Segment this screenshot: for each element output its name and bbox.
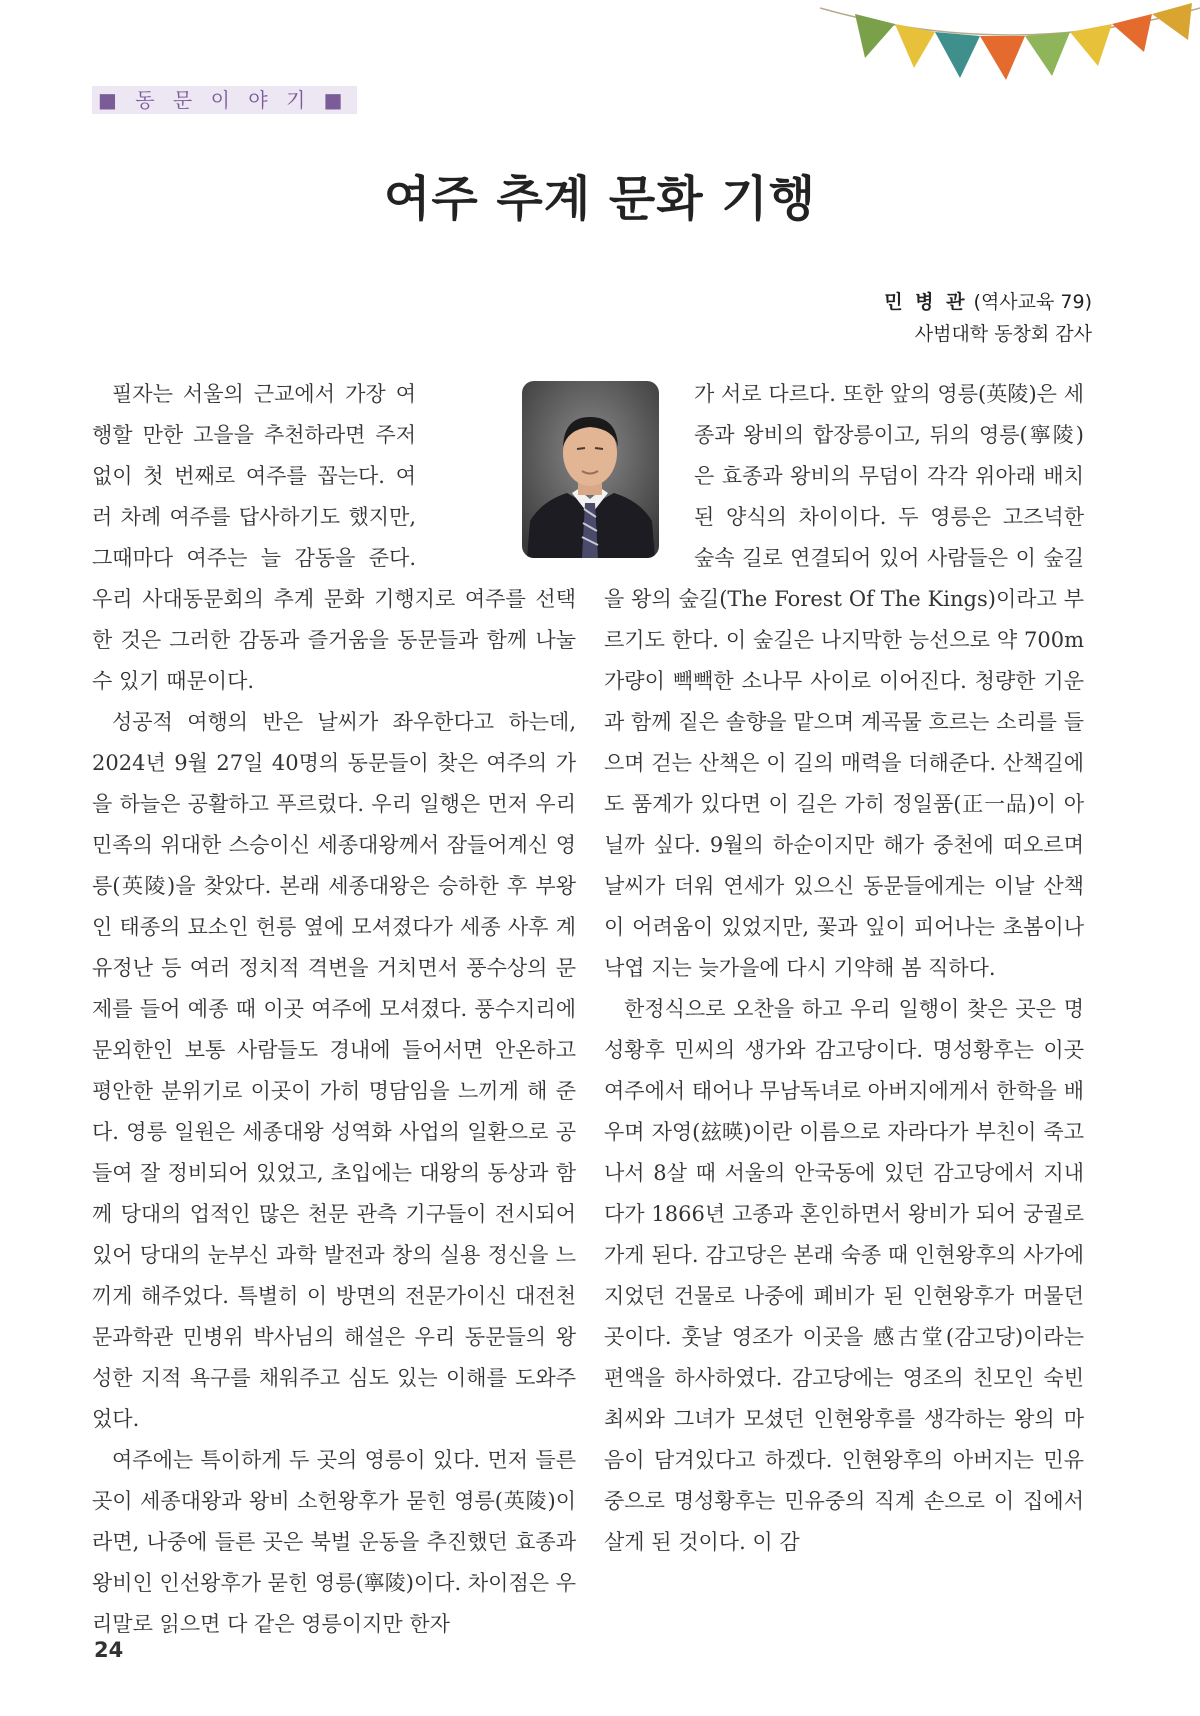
float-spacer	[416, 374, 576, 574]
paragraph: 성공적 여행의 반은 날씨가 좌우한다고 하는데, 2024년 9월 27일 40명의 동문들이 찾은 여주의 가을 하늘은 공활하고 푸르렀다. 우리 일행은 먼저 우리 민족의 위대한 스승이신 세종대왕께서 잠들어계신 영릉(英陵)을 찾았다. 본래 세종대왕은 승하한 후 부왕인 태종의 묘소인 헌릉 옆에 모셔졌다가 세종 사후 계유정난 등 여러 정치적 격변을 거치면서 풍수상의 문제를 들어 예종 때 이곳 여주에 모셔졌다. 풍수지리에 문외한인 보통 사람들도 경내에 들어서면 안온하고 평안한 분위기로 이곳이 가히 명담임을 느끼게 해 준다. 영릉 일원은 세종대왕 성역화 사업의 일환으로 공들여 잘 정비되어 있었고, 초입에는 대왕의 동상과 함께 당대의 업적인 많은 천문 관측 기구들이 전시되어 있어 당대의 눈부신 과학 발전과 창의 실용 정신을 느끼게 해주었다. 특별히 이 방면의 전문가이신 대전천문과학관 민병위 박사님의 해설은 우리 동문들의 왕성한 지적 욕구를 채워주고 심도 있는 이해를 도와주었다.	[92, 710, 576, 1431]
paragraph: 여주에는 특이하게 두 곳의 영릉이 있다. 먼저 들른 곳이 세종대왕과 왕비 소헌왕후가 묻힌 영릉(英陵)이라면, 나중에 들른 곳은 북벌 운동을 추진했던 효종과 왕비인 인선왕후가 묻힌 영릉(寧陵)이다. 차이점은 우리말로 읽으면 다 같은 영릉이지만 한자	[92, 1448, 576, 1636]
flag-yellow-2	[1070, 24, 1112, 66]
flag-orange	[980, 36, 1025, 80]
author-info	[884, 286, 1092, 350]
paragraph: 필자는 서울의 근교에서 가장 여행할 만한 고을을 추천하라면 주저 없이 첫 번째로 여주를 꼽는다. 여러 차례 여주를 답사하기도 했지만, 그때마다 여주는 늘 감동을 준다. 우리 사대동문회의 추계 문화 기행지로 여주를 선택한 것은 그러한 감동과 즐거움을 동문들과 함께 나눌 수 있기 때문이다.	[92, 382, 576, 693]
flag-orange-2	[1112, 14, 1152, 52]
bunting-decoration	[820, 0, 1200, 100]
section-label: ■ 동 문 이 야 기 ■	[92, 86, 357, 114]
author-line	[884, 286, 1092, 318]
flag-lightgreen	[1025, 32, 1070, 76]
paragraph: 가 서로 다르다. 또한 앞의 영릉(英陵)은 세종과 왕비의 합장릉이고, 뒤의 영릉(寧陵)은 효종과 왕비의 무덤이 각각 위아래 배치된 양식의 차이이다. 두 영릉은 고즈넉한 숲속 길로 연결되어 있어 사람들은 이 숲길을 왕의 숲길(The Forest Of The Kings)이라고 부르기도 한다. 이 숲길은 나지막한 능선으로 약 700m가량이 빽빽한 소나무 사이로 이어진다. 청량한 기운과 함께 짙은 솔향을 맡으며 계곡물 흐르는 소리를 들으며 걷는 산책은 이 길의 매력을 더해준다. 산책길에도 품계가 있다면 이 길은 가히 정일품(正一品)이 아닐까 싶다. 9월의 하순이지만 해가 중천에 떠오르며 날씨가 더워 연세가 있으신 동문들에게는 이날 산책이 어려움이 있었지만, 꽃과 잎이 피어나는 초봄이나 낙엽 지는 늦가을에 다시 기약해 봄 직하다.	[604, 382, 1084, 980]
column-left	[92, 374, 576, 1645]
article-title: 여주 추계 문화 기행	[383, 171, 817, 227]
flag-teal	[935, 32, 980, 78]
paragraph: 한정식으로 오찬을 하고 우리 일행이 찾은 곳은 명성황후 민씨의 생가와 감고당이다. 명성황후는 이곳 여주에서 태어나 무남독녀로 아버지에게서 한학을 배우며 자영(玆暎)이란 이름으로 자라다가 부친이 죽고 나서 8살 때 서울의 안국동에 있던 감고당에서 지내다가 1866년 고종과 혼인하면서 왕비가 되어 궁궐로 가게 된다. 감고당은 본래 숙종 때 인현왕후의 사가에 지었던 건물로 나중에 폐비가 된 인현왕후가 머물던 곳이다. 훗날 영조가 이곳을 感古堂(감고당)이라는 편액을 하사하였다. 감고당에는 영조의 친모인 숙빈 최씨와 그녀가 모셨던 인현왕후를 생각하는 왕의 마음이 담겨있다고 하겠다. 인현왕후의 아버지는 민유중으로 명성황후는 민유중의 직계 손으로 이 집에서 살게 된 것이다. 이 감	[604, 997, 1084, 1554]
column-right	[604, 374, 1084, 1563]
author-name: 민 병 관	[884, 291, 968, 313]
author-affiliation: (역사교육 79)	[967, 291, 1092, 313]
page-number: 24	[94, 1638, 124, 1662]
float-spacer	[604, 374, 694, 574]
flag-gold	[1152, 3, 1192, 40]
author-position: 사범대학 동창회 감사	[914, 323, 1092, 345]
flag-green	[855, 14, 895, 58]
